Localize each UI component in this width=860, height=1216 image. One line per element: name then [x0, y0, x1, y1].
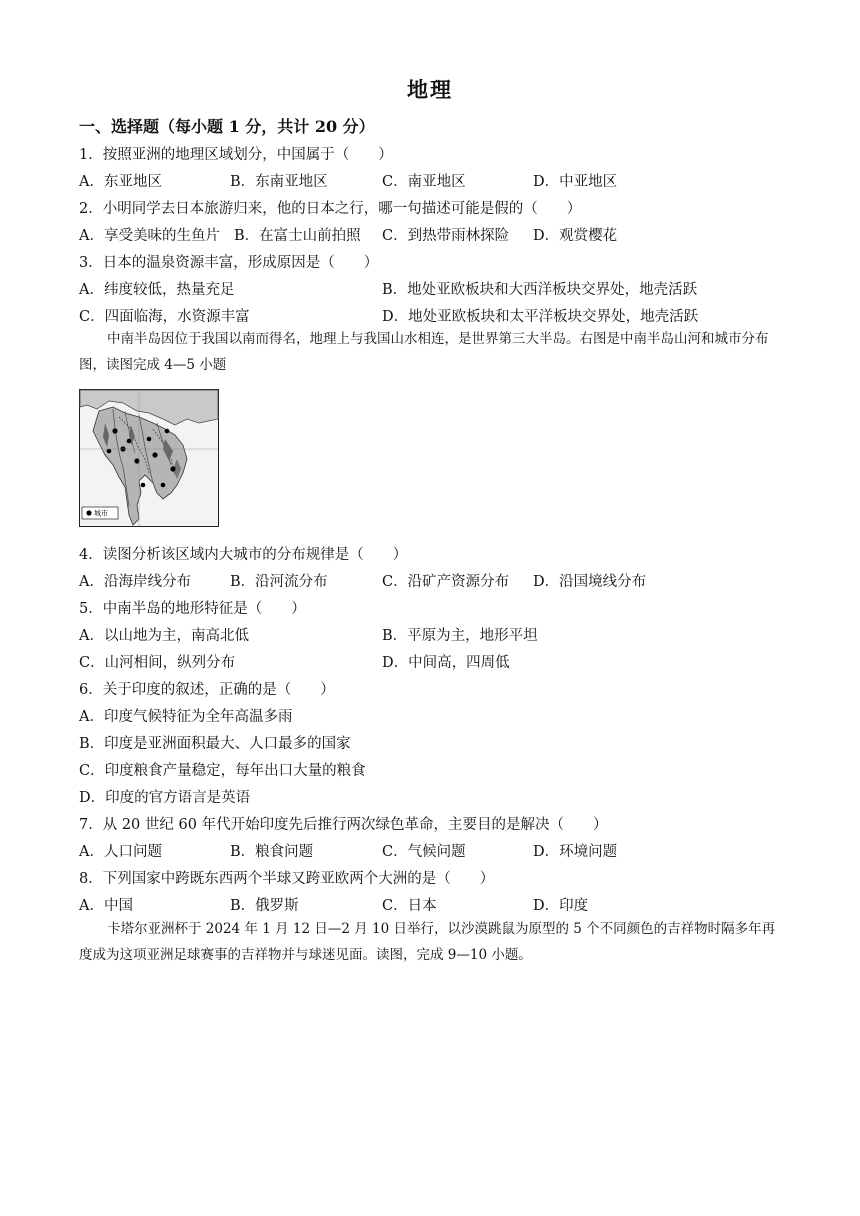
passage-4-5: 中南半岛因位于我国以南而得名，地理上与我国山水相连，是世界第三大半岛。右图是中南半岛山河和城市分布图，读图完成 4—5 小题 [79, 331, 769, 373]
page-title: 地理 [407, 77, 453, 102]
question-6: 6．关于印度的叙述，正确的是（ ） [79, 682, 335, 698]
q1-option-b: B．东南亚地区 [230, 174, 328, 190]
q2-option-a: A．享受美味的生鱼片 [79, 228, 220, 244]
city-marker-icon [86, 510, 91, 515]
question-1: 1．按照亚洲的地理区域划分，中国属于（ ） [79, 147, 393, 163]
q2-option-b: B．在富士山前拍照 [234, 228, 361, 244]
question-3: 3．日本的温泉资源丰富，形成原因是（ ） [79, 255, 379, 271]
q6-option-c: C．印度粮食产量稳定，每年出口大量的粮食 [79, 763, 366, 779]
q1-option-d: D．中亚地区 [533, 174, 618, 190]
q7-option-b: B．粮食问题 [230, 844, 314, 860]
q3-option-c: C．四面临海，水资源丰富 [79, 309, 250, 325]
q3-option-a: A．纬度较低，热量充足 [79, 282, 235, 298]
q7-option-c: C．气候问题 [382, 844, 466, 860]
q4-option-d: D．沿国境线分布 [533, 574, 647, 590]
q1-option-c: C．南亚地区 [382, 174, 466, 190]
question-2: 2．小明同学去日本旅游归来，他的日本之行，哪一句描述可能是假的（ ） [79, 201, 582, 217]
question-8: 8．下列国家中跨既东西两个半球又跨亚欧两个大洲的是（ ） [79, 871, 495, 887]
q1-option-a: A．东亚地区 [79, 174, 162, 190]
q2-option-d: D．观赏樱花 [533, 228, 618, 244]
q8-option-d: D．印度 [533, 898, 589, 914]
q7-option-d: D．环境问题 [533, 844, 618, 860]
map-figure [79, 389, 219, 527]
q8-option-a: A．中国 [79, 898, 133, 914]
q8-option-c: C．日本 [382, 898, 437, 914]
q3-option-b: B．地处亚欧板块和大西洋板块交界处，地壳活跃 [382, 282, 698, 298]
q5-option-a: A．以山地为主，南高北低 [79, 628, 249, 644]
q2-option-c: C．到热带雨林探险 [382, 228, 510, 244]
question-7: 7．从 20 世纪 60 年代开始印度先后推行两次绿色革命，主要目的是解决（ ） [79, 817, 608, 833]
q5-option-b: B．平原为主，地形平坦 [382, 628, 538, 644]
q8-option-b: B．俄罗斯 [230, 898, 299, 914]
q7-option-a: A．人口问题 [79, 844, 162, 860]
question-4: 4．读图分析该区域内大城市的分布规律是（ ） [79, 547, 408, 563]
q3-option-d: D．地处亚欧板块和太平洋板块交界处，地壳活跃 [382, 309, 699, 325]
section-heading: 一、选择题（每小题 1 分，共计 20 分） [79, 117, 375, 136]
q5-option-c: C．山河相间，纵列分布 [79, 655, 236, 671]
q5-option-d: D．中间高，四周低 [382, 655, 510, 671]
q4-option-a: A．沿海岸线分布 [79, 574, 191, 590]
legend-city-label: 城市 [94, 509, 108, 518]
indochina-map [79, 389, 219, 527]
passage-9-10: 卡塔尔亚洲杯于 2024 年 1 月 12 日—2 月 10 日举行，以沙漠跳鼠为原型的 5 个不同颜色的吉祥物时隔多年再度成为这项亚洲足球赛事的吉祥物并与球迷见面。读图，完成 9—10 小题。 [79, 921, 776, 963]
q4-option-c: C．沿矿产资源分布 [382, 574, 510, 590]
q6-option-a: A．印度气候特征为全年高温多雨 [79, 709, 293, 725]
q6-option-d: D．印度的官方语言是英语 [79, 790, 251, 806]
q4-option-b: B．沿河流分布 [230, 574, 328, 590]
q6-option-b: B．印度是亚洲面积最大、人口最多的国家 [79, 736, 351, 752]
question-5: 5．中南半岛的地形特征是（ ） [79, 601, 306, 617]
